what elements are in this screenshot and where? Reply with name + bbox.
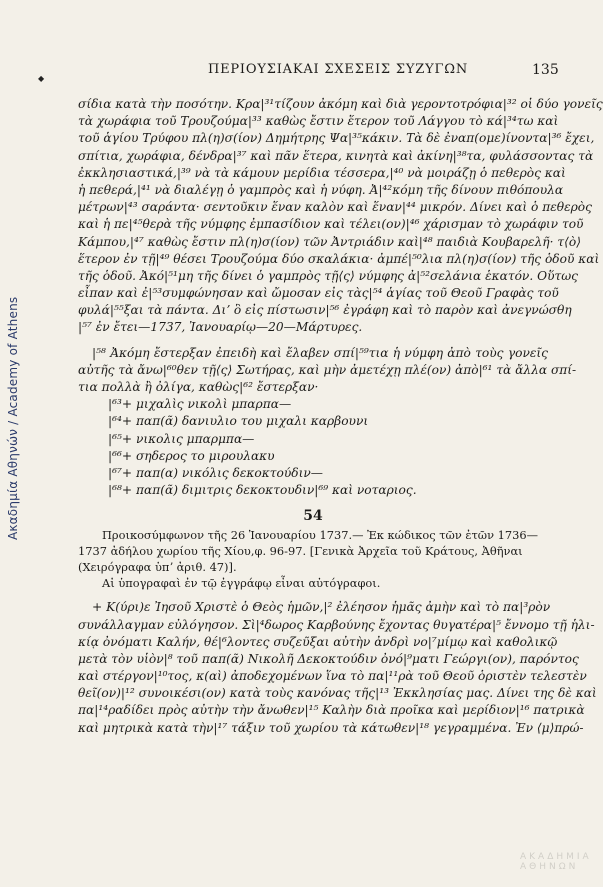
text-line: θεῖ(ον)|¹² συνοικέσι(ον) κατὰ τοὺς κανόνας τῆς|¹³ Ἐκκλησίας μας. Δίνει της δὲ καὶ bbox=[78, 686, 597, 701]
text-line: τὰ χωράφια τοῦ Τρουζούμα|³³ καθὼς ἔστιν ἕτερον τοῦ Λάγγου τὸ κά|³⁴τω καὶ bbox=[78, 114, 559, 129]
paragraph-1 bbox=[78, 96, 603, 337]
signature-line: |⁶⁶+ σηδερος το μιρουλακυ bbox=[108, 448, 275, 463]
signature-line: |⁶⁴+ παπ(ᾶ) δανιυλιο του μιχαλι καρβουνι bbox=[108, 414, 369, 429]
signature-list bbox=[78, 396, 548, 499]
text-line: ἡ πεθερά,|⁴¹ νὰ διαλέγῃ ὁ γαμπρὸς καὶ ἡ νύφη. Ἀ|⁴²κόμη τῆς δίνουν πιθόπουλα bbox=[78, 182, 564, 197]
paragraph-2 bbox=[78, 345, 577, 397]
document-number: 54 bbox=[303, 508, 323, 525]
text-line: πα|¹⁴ραδίδει πρὸς αὐτὴν τὴν ἄνωθεν|¹⁵ Καλὴν διὰ προῖκα καὶ μερίδιον|¹⁶ πατρικὰ bbox=[78, 703, 585, 718]
text-line: |⁵⁷ ἐν ἔτει—1737, Ἰανουαρίῳ—20—Μάρτυρες. bbox=[78, 320, 363, 335]
ink-dot-icon: ◆ bbox=[38, 74, 45, 83]
text-line: καὶ ἡ πε|⁴⁵θερὰ τῆς νύμφης ἐμπασίδιον καὶ τέλει(ον)|⁴⁶ χάρισμαν τὸ χωράφιν τοῦ bbox=[78, 217, 584, 232]
text-line: συνάλλαγμαν εὐλόγησον. Σὶ|⁴δωρος Καρβούνης ἔχοντας θυγατέρα|⁵ ἔννομο τῇ ἡλι- bbox=[78, 617, 595, 632]
text-line: ἐκκλησιαστικά,|³⁹ νὰ τὰ κάμουν μερίδια τέσσερα,|⁴⁰ νὰ μοιράζῃ ὁ πεθερὸς καὶ bbox=[78, 165, 566, 180]
text-line: κίᾳ ὀνόματι Καλήν, θέ|⁶λοντες συζεῦξαι αὐτὴν ἀνδρὶ νο|⁷μίμῳ καὶ καθολικῷ bbox=[78, 634, 558, 649]
library-stamp: ΑΚΑΔΗΜΙΑ ΑΘΗΝΩΝ bbox=[520, 852, 592, 872]
autograph-note: Αἱ ὑπογραφαὶ ἐν τῷ ἐγγράφῳ εἶναι αὐτόγραφοι. bbox=[102, 576, 381, 591]
text-line: φυλά|⁵⁵ξαι τὰ πάντα. Διʼ ὃ εἰς πίστωσιν|⁵⁶ ἐγράφη καὶ τὸ παρὸν καὶ ἀνεγνώσθη bbox=[78, 303, 572, 318]
signature-line: |⁶³+ μιχαλὶς νικολὶ μπαρπα— bbox=[108, 397, 292, 412]
text-block bbox=[78, 96, 603, 737]
signature-line: |⁶⁷+ παπ(α) νικόλις δεκοκτούδιν— bbox=[108, 465, 323, 480]
provenance-line: Προικοσύμφωνον τῆς 26 Ἰανουαρίου 1737.— Ἐκ κώδικος τῶν ἐτῶν 1736— bbox=[102, 528, 539, 543]
provenance-line: (Χειρόγραφα ὑπʼ ἀριθ. 47)]. bbox=[78, 560, 237, 575]
signature-line: |⁶⁵+ νικολις μπαρμπα— bbox=[108, 431, 255, 446]
text-line: τοῦ ἁγίου Τρύφου πλ(η)σ(ίον) Δημήτρης Ψα|³⁵κάκιν. Τὰ δὲ ἐναπ(ομε)ίνοντα|³⁶ ἔχει, bbox=[78, 131, 595, 146]
document-54-text bbox=[78, 599, 597, 737]
provenance-note bbox=[78, 527, 548, 591]
text-line: σπίτια, χωράφια, δένδρα|³⁷ καὶ πᾶν ἕτερα, κινητὰ καὶ ἀκίνη|³⁸τα, φυλάσσοντας τὰ bbox=[78, 148, 594, 163]
text-line: καὶ μητρικὰ κατὰ τὴν|¹⁷ τάξιν τοῦ χωρίου τὰ κάτωθεν|¹⁸ γεγραμμένα. Ἐν ⟨μ⟩πρώ- bbox=[78, 720, 584, 735]
text-line: Κάμπου,|⁴⁷ καθὼς ἔστιν πλ(η)σ(ίον) τῶν Ἀντριάδιν καὶ|⁴⁸ παιδιὰ Κουβαρελῆ· τ⟨ὸ⟩ bbox=[78, 234, 581, 249]
text-line: μετὰ τὸν υἱὸν|⁸ τοῦ παπ(ᾶ) Νικολῆ Δεκοκτούδιν ὀνό|⁹ματι Γεώργι(ον), παρόντος bbox=[78, 651, 579, 666]
provenance-line: 1737 ἀδήλου χωρίου τῆς Χίου,φ. 96-97. [Γενικὰ Ἀρχεῖα τοῦ Κράτους, Ἀθῆναι bbox=[78, 544, 523, 559]
text-line: σίδια κατὰ τὴν ποσότην. Κρα|³¹τίζουν ἀκόμη καὶ διὰ γεροντοτρόφια|³² οἱ δύο γονεῖς bbox=[78, 97, 603, 111]
signature-line: |⁶⁸+ παπ(ᾶ) διμιτρις δεκοκτουδιν|⁶⁹ καὶ νοταριος. bbox=[108, 483, 417, 498]
page-number: 135 bbox=[532, 62, 559, 78]
text-line: μέτρων|⁴³ σαράντα· σεντοῦκιν ἕναν καλὸν καὶ ἕναν|⁴⁴ μικρόν. Δίνει καὶ ὁ πεθερὸς bbox=[78, 200, 592, 215]
text-line: |⁵⁸ Ἀκόμη ἔστερξαν ἐπειδὴ καὶ ἔλαβεν σπί|⁵⁹τια ἡ νύμφη ἀπὸ τοὺς γονεῖς bbox=[92, 345, 548, 360]
side-watermark: Ακαδημία Αθηνών / Academy of Athens bbox=[6, 296, 20, 540]
text-line: τῆς ὁδοῦ. Ἀκό|⁵¹μη τῆς δίνει ὁ γαμπρὸς τῇ⟨ς⟩ νύμφης ἀ|⁵²σελάνια ἑκατόν. Οὕτως bbox=[78, 268, 578, 283]
text-line: + Κ(ύρι)ε Ἰησοῦ Χριστὲ ὁ Θεὸς ἡμῶν,|² ἐλέησον ἡμᾶς ἀμὴν καὶ τὸ πα|³ρὸν bbox=[92, 600, 551, 615]
text-line: αὐτῆς τὰ ἄνω|⁶⁰θεν τῇ⟨ς⟩ Σωτήρας, καὶ μὴν ἀμετέχῃ πλέ(ον) ἀπὸ|⁶¹ τὰ ἄλλα σπί- bbox=[78, 362, 577, 377]
running-head: ΠΕΡΙΟΥΣΙΑΚΑΙ ΣΧΕΣΕΙΣ ΣΥΖΥΓΩΝ bbox=[207, 62, 469, 77]
text-line: εἶπαν καὶ ἐ|⁵³συμφώνησαν καὶ ὤμοσαν εἰς τὰς|⁵⁴ ἁγίας τοῦ Θεοῦ Γραφὰς τοῦ bbox=[78, 286, 559, 301]
text-line: τια πολλὰ ἢ ὀλίγα, καθὼς|⁶² ἔστερξαν· bbox=[78, 380, 319, 394]
text-line: ἕτερον ἐν τῇ|⁴⁹ θέσει Τρουζούμα δύο σκαλάκια· ἀμπέ|⁵⁰λια πλ(η)σ(ίον) τῆς ὁδοῦ καὶ bbox=[78, 251, 600, 266]
text-line: καὶ στέργον|¹⁰τος, κ(αὶ) ἀποδεχομένων ἵνα τὸ πα|¹¹ρὰ τοῦ Θεοῦ ὁριστὲν τελεστὲν bbox=[78, 669, 587, 684]
